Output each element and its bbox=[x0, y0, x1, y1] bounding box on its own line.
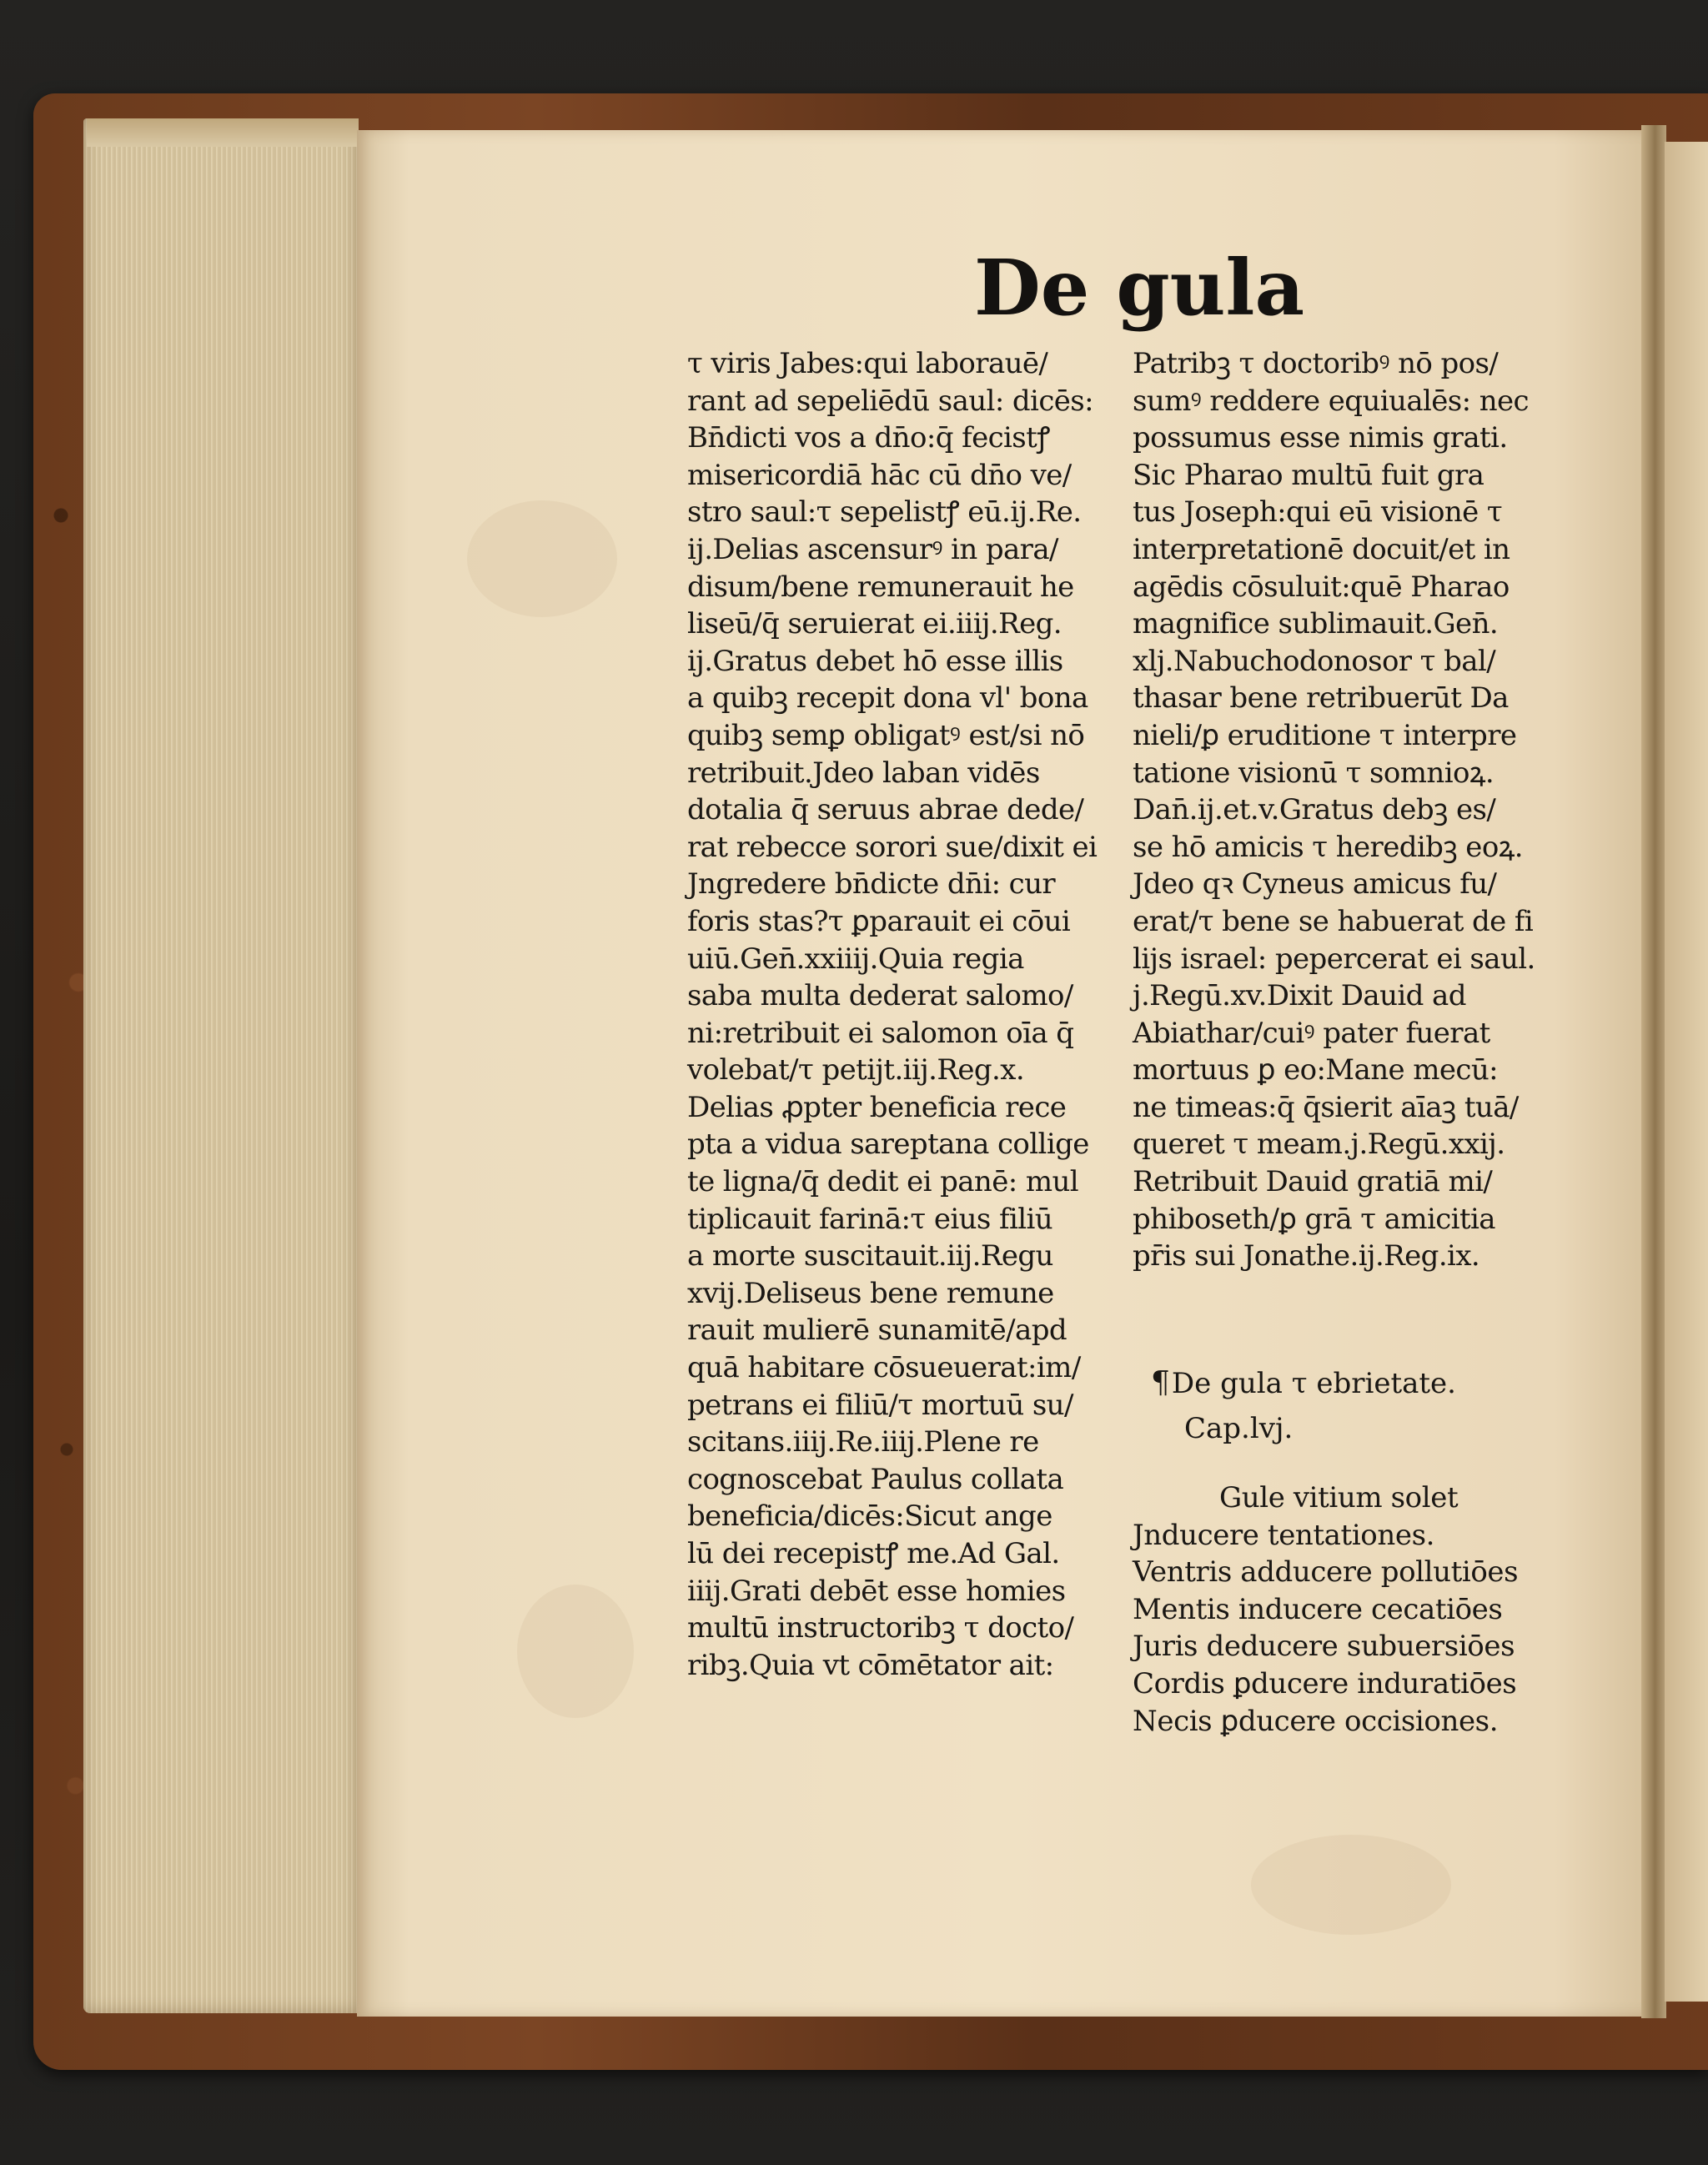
text-line: Jngredere bn̄dicte dn̄i: cur bbox=[687, 867, 1056, 902]
text-line: tiplicauit farinā:τ eius filiū bbox=[687, 1202, 1053, 1236]
verse-line: Ventris adducere pollutiōes bbox=[1133, 1555, 1519, 1590]
text-line: tus Joseph:qui eū visionē τ bbox=[1133, 495, 1503, 530]
text-line: dotalia q̄ seruus abrae dede/ bbox=[687, 793, 1084, 827]
text-line: saba multa dederat salomo/ bbox=[687, 979, 1073, 1013]
text-line: phiboseth/ꝑ grā τ amicitia bbox=[1133, 1202, 1495, 1236]
pilcrow-mark: ¶ bbox=[1151, 1366, 1170, 1400]
text-line: iiij.Grati debēt esse homies bbox=[687, 1574, 1066, 1608]
verse-line: Cordis ꝑducere induratiōes bbox=[1133, 1666, 1517, 1700]
section-title bbox=[1133, 1364, 1456, 1403]
text-line: agēdis cōsuluit:quē Pharao bbox=[1133, 570, 1510, 604]
text-line: nieli/ꝑ eruditione τ interpre bbox=[1133, 718, 1517, 752]
text-line: quā habitare cōsueuerat:im/ bbox=[687, 1351, 1081, 1385]
text-line: cognoscebat Paulus collata bbox=[687, 1462, 1064, 1496]
text-line: disum/bene remunerauit he bbox=[687, 570, 1074, 604]
verse-line: Gule vitium solet bbox=[1219, 1481, 1459, 1514]
text-line: Dan̄.ij.et.v.Gratus debꝫ es/ bbox=[1133, 793, 1496, 827]
text-line: a quibꝫ recepit dona vl' bona bbox=[687, 681, 1088, 716]
text-line: a morte suscitauit.iij.Regu bbox=[687, 1239, 1053, 1273]
verse-block bbox=[1133, 1479, 1518, 1740]
running-heading: De gula bbox=[974, 243, 1305, 333]
text-line: ribꝫ.Quia vt cōmētator ait: bbox=[687, 1648, 1054, 1682]
text-line: retribuit.Jdeo laban vidēs bbox=[687, 756, 1040, 790]
paper-stain bbox=[517, 1585, 634, 1718]
text-line: petrans ei filiū/τ mortuū su/ bbox=[687, 1388, 1073, 1422]
text-line: misericordiā hāc cū dn̄o ve/ bbox=[687, 458, 1072, 492]
verse-line: Juris deducere subuersiōes bbox=[1133, 1630, 1515, 1664]
text-line: stro saul:τ sepelistꝭ eū.ij.Re. bbox=[687, 495, 1082, 530]
text-line: lijs israel: pepercerat ei saul. bbox=[1133, 942, 1535, 976]
text-line: interpretationē docuit/et in bbox=[1133, 532, 1510, 566]
text-line: sumꝰ reddere equiualēs: nec bbox=[1133, 384, 1529, 418]
text-line: multū instructoribꝫ τ docto/ bbox=[687, 1611, 1074, 1645]
verse-line: Jnducere tentationes. bbox=[1133, 1518, 1435, 1552]
page-edge-stack bbox=[83, 118, 359, 2013]
text-line: queret τ meam.j.Regū.xxij. bbox=[1133, 1128, 1505, 1162]
text-line: Retribuit Dauid gratiā mi/ bbox=[1133, 1165, 1493, 1199]
text-line: Abiathar/cuiꝰ pater fuerat bbox=[1133, 1016, 1490, 1050]
text-line: tatione visionū τ somnioꝝ. bbox=[1133, 756, 1494, 790]
text-line: Delias ꝓpter beneficia rece bbox=[687, 1090, 1067, 1124]
facing-page-edge bbox=[1665, 142, 1708, 2002]
paper-stain bbox=[1251, 1835, 1451, 1935]
text-line: Jdeo qꝛ Cyneus amicus fu/ bbox=[1133, 867, 1497, 902]
text-line: possumus esse nimis grati. bbox=[1133, 421, 1508, 455]
book-gutter bbox=[1641, 125, 1666, 2018]
text-line: rat rebecce sorori sue/dixit ei bbox=[687, 830, 1098, 864]
text-line: xvij.Deliseus bene remune bbox=[687, 1276, 1054, 1310]
section-title-text: De gula τ ebrietate. bbox=[1171, 1367, 1456, 1400]
text-line: mortuus ꝑ eo:Mane mecū: bbox=[1133, 1053, 1498, 1088]
text-line: se hō amicis τ heredibꝫ eoꝝ. bbox=[1133, 830, 1523, 864]
text-line: ne timeas:q̄ q̄sierit aīaꝫ tuā/ bbox=[1133, 1090, 1519, 1124]
left-text-column bbox=[687, 345, 1131, 1684]
text-line: quibꝫ semꝑ obligatꝰ est/si nō bbox=[687, 718, 1085, 752]
verse-line: Mentis inducere cecatiōes bbox=[1133, 1592, 1503, 1626]
text-line: thasar bene retribuerūt Da bbox=[1133, 681, 1509, 716]
text-line: lū dei recepistꝭ me.Ad Gal. bbox=[687, 1537, 1060, 1570]
text-line: rant ad sepeliēdū saul: dicēs: bbox=[687, 384, 1093, 418]
page-edge-top bbox=[87, 118, 359, 147]
text-line: foris stas?τ ꝑparauit ei cōui bbox=[687, 904, 1071, 938]
text-line: xlj.Nabuchodonosor τ bal/ bbox=[1133, 644, 1496, 678]
text-line: pta a vidua sareptana collige bbox=[687, 1128, 1089, 1162]
text-line: ni:retribuit ei salomon oīa q̄ bbox=[687, 1016, 1074, 1050]
text-line: scitans.iiij.Re.iiij.Plene re bbox=[687, 1425, 1039, 1459]
text-line: magnifice sublimauit.Gen̄. bbox=[1133, 607, 1499, 641]
text-line: pr̄is sui Jonathe.ij.Reg.ix. bbox=[1133, 1239, 1480, 1273]
text-line: ij.Gratus debet hō esse illis bbox=[687, 644, 1063, 678]
text-line: Patribꝫ τ doctoribꝰ nō pos/ bbox=[1133, 347, 1499, 380]
text-line: rauit mulierē sunamitē/apd bbox=[687, 1314, 1068, 1348]
text-line: erat/τ bene se habuerat de fi bbox=[1133, 904, 1534, 938]
text-line: beneficia/dicēs:Sicut ange bbox=[687, 1499, 1052, 1534]
verse-line: Necis ꝑducere occisiones. bbox=[1133, 1704, 1499, 1738]
text-line: j.Regū.xv.Dixit Dauid ad bbox=[1133, 979, 1466, 1013]
text-line: volebat/τ petijt.iij.Reg.x. bbox=[687, 1053, 1025, 1088]
text-line: liseū/q̄ seruierat ei.iiij.Reg. bbox=[687, 607, 1062, 641]
text-line: Bn̄dicti vos a dn̄o:q̄ fecistꝭ bbox=[687, 421, 1050, 455]
paper-stain bbox=[467, 500, 617, 617]
text-line: ij.Delias ascensurꝰ in para/ bbox=[687, 532, 1058, 566]
chapter-label: Cap.lvj. bbox=[1184, 1412, 1294, 1445]
text-line: τ viris Jabes:qui laborauē/ bbox=[687, 347, 1048, 380]
text-line: te ligna/q̄ dedit ei panē: mul bbox=[687, 1165, 1079, 1199]
text-line: Sic Pharao multū fuit gra bbox=[1133, 458, 1484, 492]
text-line: uiū.Gen̄.xxiiij.Quia regia bbox=[687, 942, 1024, 976]
right-text-column bbox=[1133, 345, 1566, 1275]
